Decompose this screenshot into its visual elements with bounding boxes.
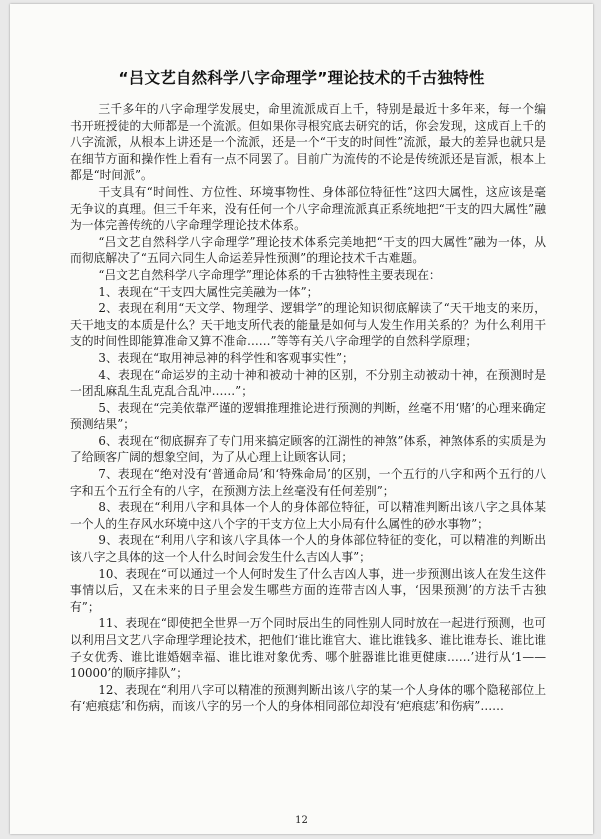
document-title: “吕文艺自然科学八字命理学”理论技术的千古独特性 xyxy=(118,69,485,87)
list-item: 9、表现在“利用八字和该八字具体一个人的身体部位特征的变化，可以精准的判断出该八字之具体的这一个人什么时间会发生什么吉凶人事”； xyxy=(70,533,546,565)
list-item: 12、表现在“利用八字可以精准的预测判断出该八字的某一个人身体的哪个隐秘部位上有‘疤痕痣’和伤病，而该八字的另一个人的身体相同部位却没有‘疤痕痣’和伤病”…… xyxy=(70,682,546,714)
list-item: 10、表现在“可以通过一个人何时发生了什么吉凶人事，进一步预测出该人在发生这件事情以后，又在未来的日子里会发生哪些方面的连带吉凶人事，‘因果预测’的方法千古独有”； xyxy=(70,566,546,614)
body-paragraph: “吕文艺自然科学八字命理学”理论技术体系完美地把“干支的四大属性”融为一体，从而彻底解决了“五同六同生人命运差异性预测”的理论技术千古难题。 xyxy=(70,234,546,266)
list-item: 1、表现在“干支四大属性完美融为一体”； xyxy=(98,284,319,299)
list-item: 11、表现在“即使把全世界一万个同时辰出生的同性别人同时放在一起进行预测，也可以利用吕文艺八字命理学理论技术，把他们‘谁比谁官大、谁比谁钱多、谁比谁寿长、谁比谁子女优秀、谁比谁婚姻幸福、谁比谁对象优秀、哪个脏器谁比谁更健康……’进行从‘1——10000’的顺序排队”； xyxy=(70,616,546,681)
body-paragraph: 三千多年的八字命理学发展史，命里流派成百上千，特别是最近十多年来，每一个编书开班授徒的大师都是一个流派。但如果你寻根究底去研究的话，你会发现，这成百上千的八字流派，从根本上讲还是一个流派，还是一个“干支的时间性”流派，最大的差异也就只是在细节方面和操作性上看有一点不同罢了。目前广为流传的不论是传统派还是盲派，根本上都是“时间派”。 xyxy=(70,102,546,183)
list-item: 6、表现在“彻底摒弃了专门用来搞定顾客的江湖性的神煞”体系，神煞体系的实质是为了给顾客广阔的想象空间，为了从心理上让顾客认同； xyxy=(70,433,546,465)
list-item: 5、表现在“完美依靠严谨的逻辑推理推论进行预测的判断，丝毫不用‘赌’的心理来确定预测结果”； xyxy=(70,400,546,432)
document-body xyxy=(70,101,546,715)
document-page xyxy=(10,4,593,834)
body-paragraph: “吕文艺自然科学八字命理学”理论体系的千古独特性主要表现在： xyxy=(98,267,441,282)
list-item: 2、表现在利用“天文学、物理学、逻辑学”的理论知识彻底解读了“天干地支的来历，天干地支的本质是什么？天干地支所代表的能量是如何与人发生作用关系的？为什么利用干支的时间性即能算准命又算不准命……”等等有关八字命理学的自然科学原理； xyxy=(70,301,546,349)
list-item: 3、表现在“取用神忌神的科学性和客观事实性”； xyxy=(98,350,354,365)
page-number: 12 xyxy=(295,815,308,826)
body-paragraph: 干支具有“时间性、方位性、环境事物性、身体部位特征性”这四大属性，这应该是毫无争议的真理。但三千年来，没有任何一个八字命理流派真正系统地把“干支的四大属性”融为一体完善传统的八字命理学理论技术体系。 xyxy=(70,184,546,233)
list-item: 7、表现在“绝对没有‘普通命局’和‘特殊命局’的区别，一个五行的八字和两个五行的八字和五个五行全有的八字，在预测方法上丝毫没有任何差别”； xyxy=(70,467,546,498)
list-item: 8、表现在“利用八字和具体一个人的身体部位特征，可以精准判断出该八字之具体某一个人的生存风水环境中这八个字的干支方位上大小局有什么属性的砂水事物”； xyxy=(70,500,546,531)
list-item: 4、表现在“命运岁的主动十神和被动十神的区别，不分别主动被动十神，在预测时是一团乱麻乱生乱克乱合乱冲……”； xyxy=(70,367,546,399)
